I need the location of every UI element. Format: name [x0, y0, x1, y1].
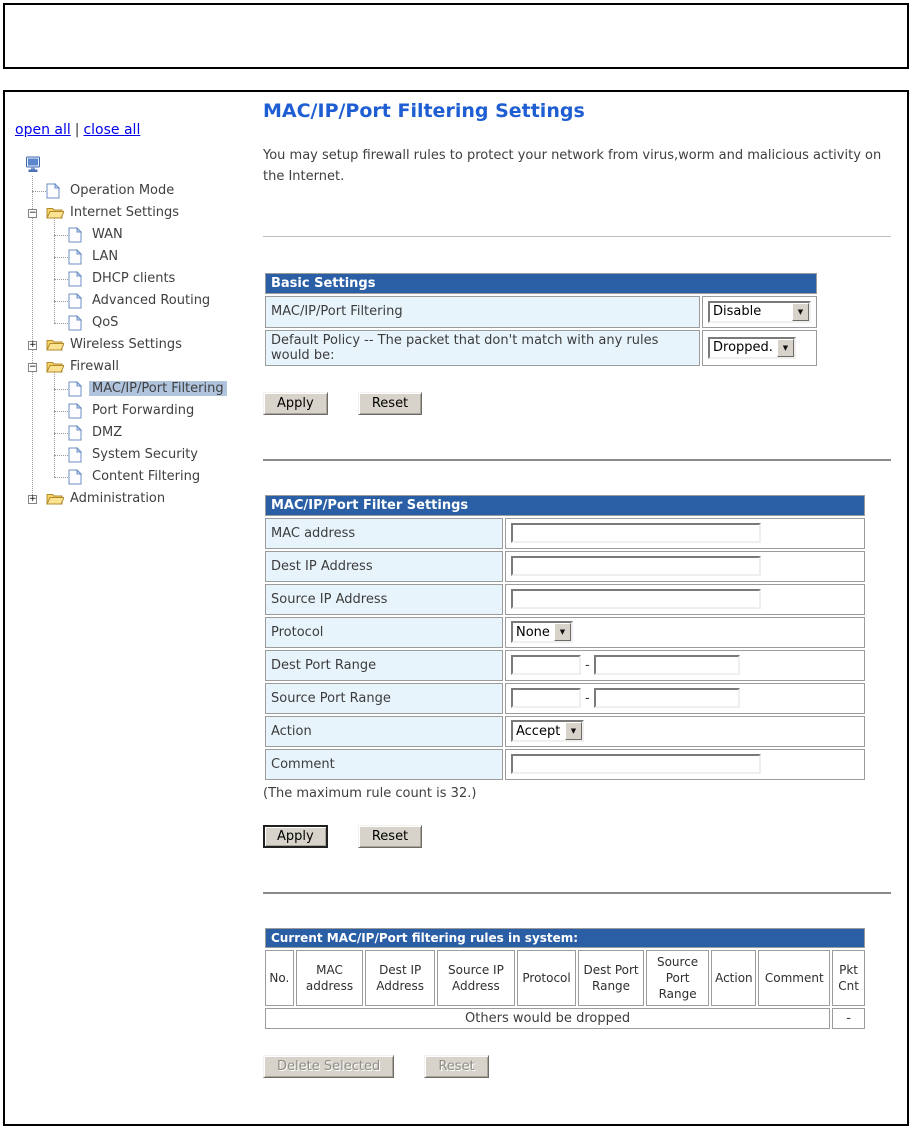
- tree-connector-dash: [54, 323, 68, 324]
- rules-column-dest-port-range: Dest Port Range: [578, 950, 644, 1007]
- field-control-cell: [505, 650, 865, 681]
- basic-settings-table: [263, 271, 819, 368]
- rules-column-comment: Comment: [758, 950, 830, 1007]
- range-separator: -: [585, 690, 590, 706]
- sidebar-item-qos[interactable]: [15, 312, 257, 334]
- source-port-range-from-input[interactable]: [511, 688, 581, 708]
- form-row: [265, 617, 865, 648]
- tree-item-label: Administration: [70, 491, 166, 506]
- field-control-cell: [505, 584, 865, 615]
- filter-reset-button[interactable]: Reset: [358, 825, 422, 848]
- tree-item-label: System Security: [92, 447, 198, 462]
- field-control-cell: [505, 617, 865, 648]
- form-row: [265, 551, 865, 582]
- tree-connector-dash: [54, 235, 68, 236]
- tree-item-label: Internet Settings: [70, 205, 180, 220]
- tree-item[interactable]: [15, 156, 257, 180]
- mac-address-input[interactable]: [511, 523, 761, 543]
- sidebar-item-lan[interactable]: [15, 246, 257, 268]
- tree-item-label: Content Filtering: [92, 469, 201, 484]
- tree-item-label: Firewall: [70, 359, 120, 374]
- page-icon: [68, 293, 82, 313]
- sidebar-item-internet-settings[interactable]: [15, 202, 257, 224]
- chevron-down-icon[interactable]: ▼: [792, 303, 809, 321]
- tree-connector-dash: [54, 455, 68, 456]
- sidebar-item-wireless-settings[interactable]: [15, 334, 257, 356]
- rules-empty-row: [265, 1008, 865, 1029]
- form-row: [265, 683, 865, 714]
- form-row: [265, 749, 865, 780]
- section-divider: [263, 459, 891, 461]
- page-icon: [68, 271, 82, 291]
- tree-connector-dash: [54, 411, 68, 412]
- form-row: [265, 716, 865, 747]
- rules-column-dest-ip-address: Dest IP Address: [365, 950, 435, 1007]
- field-label: Source Port Range: [265, 683, 503, 714]
- rules-column-source-ip-address: Source IP Address: [437, 950, 515, 1007]
- form-row: [265, 330, 817, 366]
- section-divider: [263, 236, 891, 237]
- rules-column-source-port-range: Source Port Range: [646, 950, 710, 1007]
- page-icon: [68, 381, 82, 401]
- tree-connector-dash: [54, 477, 68, 478]
- protocol-select[interactable]: [511, 621, 573, 643]
- field-label: MAC address: [265, 518, 503, 549]
- page-description: You may setup firewall rules to protect your network from virus,worm and malicious activity on the Internet.: [263, 148, 882, 184]
- tree-connector-dash: [54, 433, 68, 434]
- range-separator: -: [585, 657, 590, 673]
- field-label: Comment: [265, 749, 503, 780]
- field-label: Source IP Address: [265, 584, 503, 615]
- tree-item-label: Wireless Settings: [70, 337, 182, 352]
- computer-icon: [25, 156, 42, 178]
- sidebar-item-mac-ip-port-filtering[interactable]: [15, 378, 257, 400]
- basic-reset-button[interactable]: Reset: [358, 392, 422, 415]
- top-banner: [3, 3, 909, 69]
- rules-column-pkt-cnt: Pkt Cnt: [832, 950, 865, 1007]
- tree-connector-dash: [54, 257, 68, 258]
- close-all-link[interactable]: close all: [83, 122, 141, 138]
- tree-connector-dash: [54, 301, 68, 302]
- section-divider: [263, 892, 891, 894]
- tree-item-label: MAC/IP/Port Filtering: [89, 381, 227, 396]
- rules-buttons: [263, 1055, 891, 1078]
- dest-ip-address-input[interactable]: [511, 556, 761, 576]
- filter-apply-button[interactable]: Apply: [263, 825, 328, 848]
- field-label: Action: [265, 716, 503, 747]
- page-icon: [68, 425, 82, 445]
- form-row: [265, 650, 865, 681]
- current-rules-header: Current MAC/IP/Port filtering rules in system:: [265, 928, 865, 948]
- folder-icon: [46, 205, 64, 224]
- sidebar-item-operation-mode[interactable]: [15, 180, 257, 202]
- tree-item-label: DMZ: [92, 425, 123, 440]
- field-control-cell: [702, 330, 817, 366]
- form-row: [265, 518, 865, 549]
- tree-item-label: LAN: [92, 249, 119, 264]
- comment-input[interactable]: [511, 754, 761, 774]
- link-separator: |: [74, 122, 80, 138]
- page-title: MAC/IP/Port Filtering Settings: [263, 100, 585, 122]
- minus-box-icon[interactable]: −: [29, 362, 37, 372]
- field-label: Protocol: [265, 617, 503, 648]
- basic-apply-button[interactable]: Apply: [263, 392, 328, 415]
- sidebar-item-dhcp-clients[interactable]: [15, 268, 257, 290]
- field-control-cell: [505, 749, 865, 780]
- action-select[interactable]: [511, 720, 584, 742]
- mac-ip-port-filtering-select[interactable]: [708, 301, 811, 323]
- page-icon: [68, 447, 82, 467]
- field-label: Default Policy -- The packet that don't match with any rules would be:: [265, 330, 700, 366]
- folder-icon: [46, 359, 64, 378]
- sidebar-item-content-filtering[interactable]: [15, 466, 257, 488]
- tree-item-label: Port Forwarding: [92, 403, 195, 418]
- tree-item-label: Advanced Routing: [92, 293, 211, 308]
- field-control-cell: [505, 683, 865, 714]
- page-icon: [68, 403, 82, 423]
- rules-column-action: Action: [711, 950, 756, 1007]
- plus-box-icon[interactable]: +: [29, 340, 37, 350]
- sidebar-item-advanced-routing[interactable]: [15, 290, 257, 312]
- folder-icon: [46, 337, 64, 356]
- source-port-range-to-input[interactable]: [594, 688, 740, 708]
- sidebar-item-firewall[interactable]: [15, 356, 257, 378]
- tree-item-label: DHCP clients: [92, 271, 176, 286]
- max-rule-note: (The maximum rule count is 32.): [263, 785, 477, 801]
- main-window: [3, 90, 909, 1126]
- minus-box-icon[interactable]: −: [29, 208, 37, 218]
- pkt-cnt-cell: -: [832, 1008, 865, 1029]
- delete-selected-button[interactable]: Delete Selected: [263, 1055, 394, 1078]
- basic-buttons: [263, 392, 891, 415]
- dest-port-range-to-input[interactable]: [594, 655, 740, 675]
- tree-item-label: QoS: [92, 315, 119, 330]
- field-label: MAC/IP/Port Filtering: [265, 296, 700, 328]
- chevron-down-icon[interactable]: ▼: [554, 623, 571, 641]
- field-label: Dest IP Address: [265, 551, 503, 582]
- page-icon: [68, 227, 82, 247]
- chevron-down-icon[interactable]: ▼: [777, 339, 794, 357]
- content-pane: [257, 92, 907, 1124]
- page-icon: [68, 469, 82, 489]
- plus-box-icon[interactable]: +: [29, 494, 37, 504]
- page-icon: [68, 315, 82, 335]
- rules-column-protocol: Protocol: [517, 950, 576, 1007]
- basic-settings-header: Basic Settings: [265, 273, 817, 294]
- field-control-cell: [505, 551, 865, 582]
- dest-port-range-from-input[interactable]: [511, 655, 581, 675]
- chevron-down-icon[interactable]: ▼: [565, 722, 582, 740]
- current-rules-table: [263, 926, 867, 1032]
- tree-connector-dash: [32, 191, 46, 192]
- rules-reset-button[interactable]: Reset: [424, 1055, 488, 1078]
- field-control-cell: [702, 296, 817, 328]
- sidebar-item-port-forwarding[interactable]: [15, 400, 257, 422]
- field-label: Dest Port Range: [265, 650, 503, 681]
- open-all-link[interactable]: open all: [15, 122, 71, 138]
- tree-connector-dash: [54, 389, 68, 390]
- filter-settings-table: [263, 493, 867, 782]
- tree-links: [15, 122, 257, 138]
- page-icon: [46, 183, 60, 203]
- folder-icon: [46, 491, 64, 510]
- tree-item-label: Operation Mode: [70, 183, 175, 198]
- form-row: [265, 296, 817, 328]
- tree-item-label: WAN: [92, 227, 123, 242]
- sidebar-item-dmz[interactable]: [15, 422, 257, 444]
- rules-column-mac-address: MAC address: [296, 950, 364, 1007]
- rules-column-no: No.: [265, 950, 294, 1007]
- sidebar-item-system-security[interactable]: [15, 444, 257, 466]
- others-dropped-cell: Others would be dropped: [265, 1008, 830, 1029]
- form-row: [265, 584, 865, 615]
- filter-settings-header: MAC/IP/Port Filter Settings: [265, 495, 865, 516]
- default-policy-the-packet-that-don-t-match-with-any-rules-would-be-select[interactable]: [708, 337, 796, 359]
- rules-column-header-row: [265, 950, 865, 1007]
- sidebar-item-administration[interactable]: [15, 488, 257, 510]
- page-icon: [68, 249, 82, 269]
- field-control-cell: [505, 716, 865, 747]
- sidebar: [5, 92, 257, 1124]
- sidebar-item-wan[interactable]: [15, 224, 257, 246]
- filter-buttons: [263, 825, 891, 848]
- source-ip-address-input[interactable]: [511, 589, 761, 609]
- field-control-cell: [505, 518, 865, 549]
- nav-tree: [15, 156, 257, 510]
- tree-connector-dash: [54, 279, 68, 280]
